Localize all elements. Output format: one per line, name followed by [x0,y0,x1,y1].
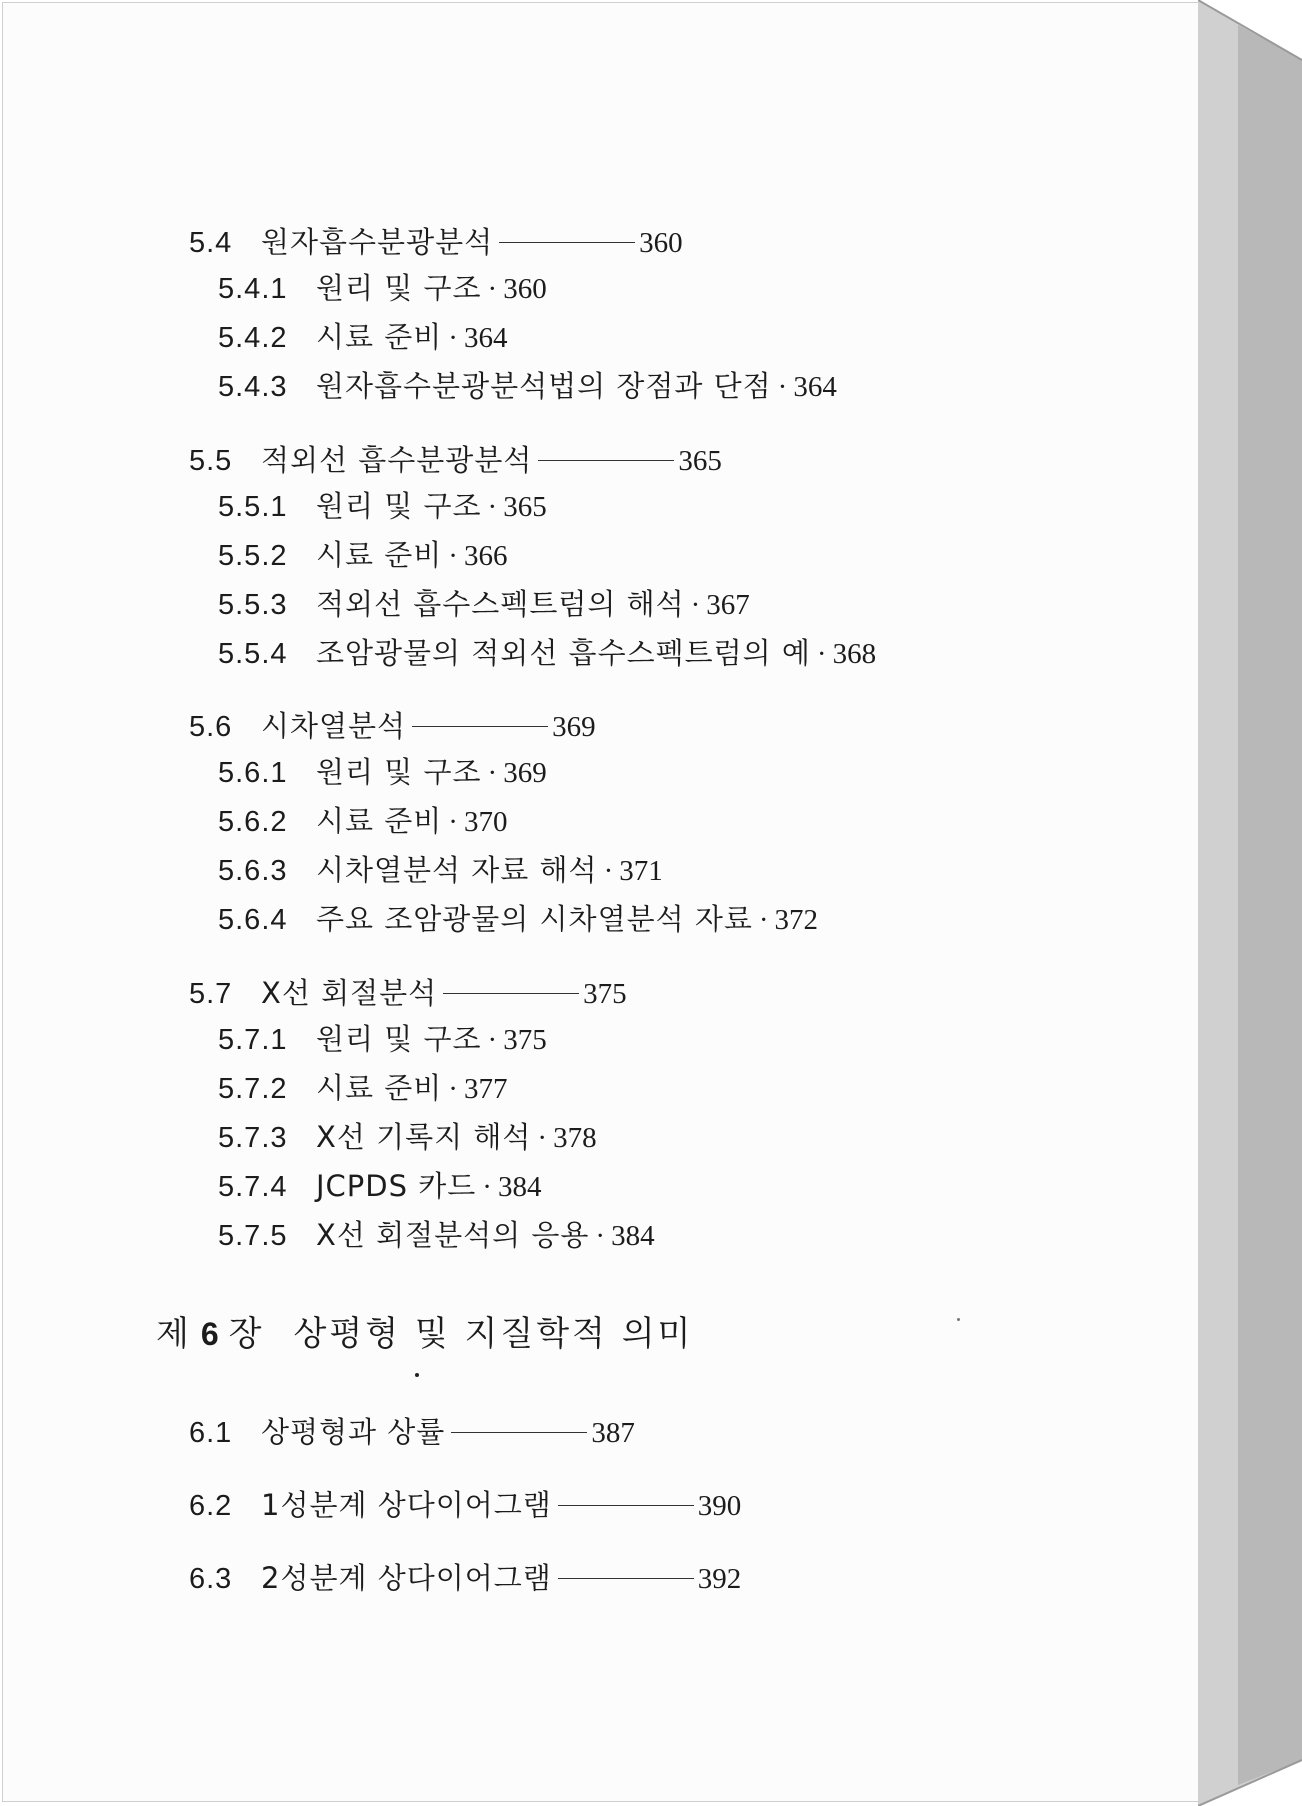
page-number: 371 [619,855,663,887]
item-number: 5.7.4 [218,1171,288,1203]
item-title: X선 회절분석의 응용 [316,1218,590,1252]
item-number: 5.7.3 [218,1122,288,1154]
section-number: 6.2 [189,1490,233,1522]
leader-rule [451,1432,587,1434]
separator-dot: · [487,491,498,523]
item-title: 원리 및 구조 [316,489,482,523]
toc-item-5-4-2[interactable] [218,320,507,355]
toc-item-5-4-1[interactable] [218,271,547,306]
leader-rule [558,1505,694,1507]
book-edge-shadow [1238,25,1302,1785]
leader-rule [538,460,674,462]
toc-item-5-5-2[interactable] [218,538,507,573]
page-number: 360 [503,273,547,305]
section-number: 6.1 [189,1417,233,1449]
item-title: 적외선 흡수스펙트럼의 해석 [316,587,685,621]
page-number: 360 [639,227,683,259]
toc-item-5-7-1[interactable] [218,1022,547,1057]
separator-dot: · [487,757,498,789]
toc-item-5-6-1[interactable] [218,755,547,790]
separator-dot: · [537,1122,548,1154]
section-title: 적외선 흡수분광분석 [261,443,533,477]
item-number: 5.7.1 [218,1024,288,1056]
toc-section-5-5[interactable] [189,443,722,478]
item-title: 시료 준비 [316,538,443,572]
stray-ink-dot [415,1373,419,1377]
item-number: 5.5.2 [218,540,288,572]
item-title: 원자흡수분광분석법의 장점과 단점 [316,369,772,403]
toc-item-5-5-4[interactable] [218,636,876,671]
toc-item-5-6-3[interactable] [218,853,663,888]
item-number: 5.5.3 [218,589,288,621]
item-number: 5.6.2 [218,806,288,838]
item-title: X선 기록지 해석 [316,1120,532,1154]
section-number: 5.4 [189,227,233,259]
item-title: 원리 및 구조 [316,271,482,305]
section-number: 6.3 [189,1563,233,1595]
page-number: 367 [706,589,750,621]
toc-item-5-5-3[interactable] [218,587,750,622]
item-number: 5.4.3 [218,371,288,403]
page-number: 384 [497,1171,542,1203]
item-number: 5.4.2 [218,322,288,354]
separator-dot: · [690,589,701,621]
toc-item-5-6-2[interactable] [218,804,507,839]
toc-item-5-5-1[interactable] [218,489,547,524]
item-title: 원리 및 구조 [316,755,482,789]
item-number: 5.5.4 [218,638,288,670]
item-title: 시료 준비 [316,1071,443,1105]
toc-section-6-2[interactable] [189,1488,741,1523]
page-number: 375 [503,1024,547,1056]
toc-item-5-7-4[interactable] [218,1169,541,1204]
separator-dot: · [487,273,498,305]
toc-item-5-7-2[interactable] [218,1071,507,1106]
section-title: 원자흡수분광분석 [261,225,494,259]
toc-section-6-3[interactable] [189,1561,741,1596]
page-number: 369 [503,757,547,789]
separator-dot: · [603,855,614,887]
chapter-title: 상평형 및 지질학적 의미 [293,1314,694,1354]
stray-ink-dot [957,1318,960,1321]
separator-dot: · [448,540,458,572]
page-number: 387 [591,1417,635,1449]
item-number: 5.7.5 [218,1220,288,1252]
separator-dot: · [448,1073,458,1105]
page-number: 364 [463,322,508,354]
page-number: 365 [503,491,547,523]
separator-dot: · [482,1171,492,1203]
section-title: X선 회절분석 [261,976,438,1010]
chapter-number: 6 [200,1316,219,1352]
toc-section-5-7[interactable] [189,976,627,1011]
page-number: 384 [611,1220,655,1252]
chapter-prefix: 제 [156,1314,191,1354]
separator-dot: · [816,638,827,670]
item-number: 5.4.1 [218,273,288,305]
separator-dot: · [487,1024,498,1056]
item-title: JCPDS 카드 [316,1169,477,1203]
leader-rule [558,1578,694,1580]
page-number: 370 [463,806,508,838]
page-number: 366 [463,540,508,572]
section-title: 1성분계 상다이어그램 [261,1488,552,1522]
page-number: 369 [552,711,596,743]
item-title: 시차열분석 자료 해석 [316,853,598,887]
section-number: 5.7 [189,978,233,1010]
page-number: 365 [678,445,722,477]
page-number: 364 [793,371,837,403]
item-title: 시료 준비 [316,804,443,838]
separator-dot: · [595,1220,606,1252]
toc-item-5-7-3[interactable] [218,1120,597,1155]
toc-item-5-7-5[interactable] [218,1218,655,1253]
page-number: 375 [583,978,627,1010]
page-number: 378 [553,1122,597,1154]
section-title: 시차열분석 [261,709,407,743]
chapter-suffix: 장 [228,1314,264,1354]
leader-rule [443,993,579,995]
item-title: 시료 준비 [316,320,443,354]
toc-section-5-4[interactable] [189,225,683,260]
item-number: 5.7.2 [218,1073,288,1105]
toc-item-5-6-4[interactable] [218,902,818,937]
page-number: 390 [697,1490,742,1522]
section-number: 5.5 [189,445,233,477]
page-number: 377 [463,1073,508,1105]
toc-item-5-4-3[interactable] [218,369,837,404]
separator-dot: · [777,371,788,403]
section-title: 상평형과 상률 [261,1415,446,1449]
item-title: 조암광물의 적외선 흡수스펙트럼의 예 [316,636,811,670]
separator-dot: · [448,322,458,354]
item-number: 5.5.1 [218,491,288,523]
chapter-heading[interactable] [156,1314,693,1354]
section-title: 2성분계 상다이어그램 [261,1561,552,1595]
leader-rule [412,726,548,728]
toc-section-5-6[interactable] [189,709,596,744]
page-number: 368 [832,638,877,670]
book-side-edge [1198,0,1302,1806]
separator-dot: · [448,806,458,838]
separator-dot: · [758,904,769,936]
leader-rule [499,242,635,244]
section-number: 5.6 [189,711,233,743]
item-title: 주요 조암광물의 시차열분석 자료 [316,902,753,936]
page-number: 372 [774,904,819,936]
page-number: 392 [697,1563,742,1595]
item-number: 5.6.4 [218,904,288,936]
item-title: 원리 및 구조 [316,1022,482,1056]
item-number: 5.6.1 [218,757,288,789]
item-number: 5.6.3 [218,855,288,887]
toc-section-6-1[interactable] [189,1415,635,1450]
